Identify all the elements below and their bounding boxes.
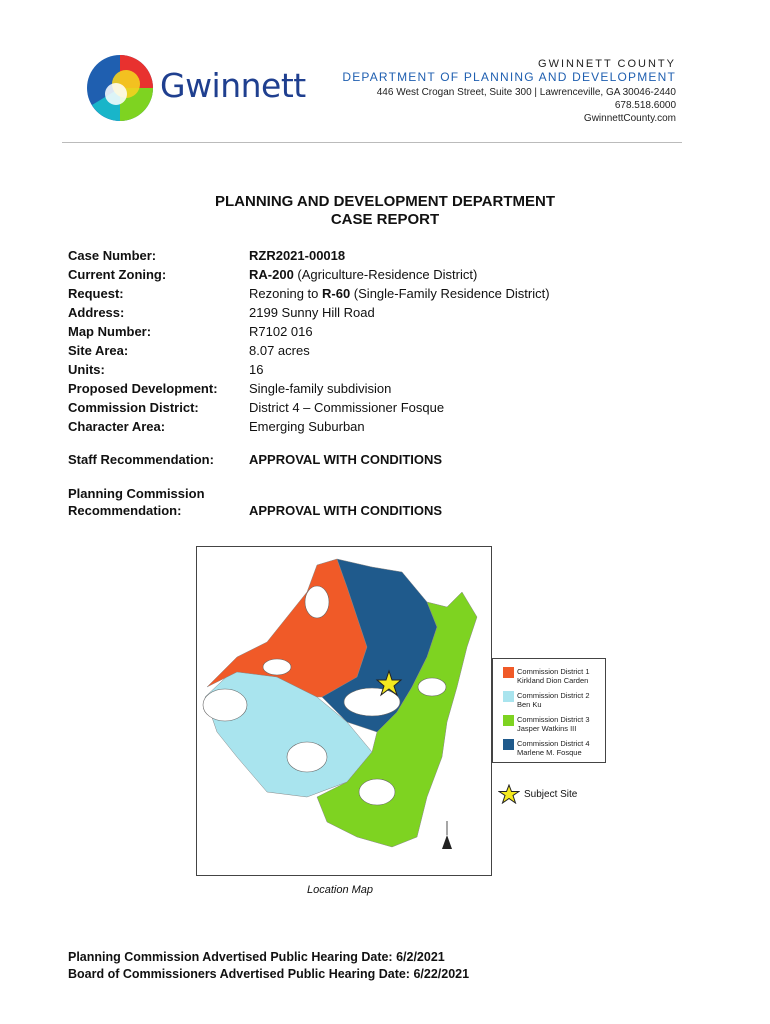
report-title-line2: CASE REPORT xyxy=(330,211,440,228)
field-label: Current Zoning: xyxy=(68,267,167,282)
field-value: 8.07 acres xyxy=(249,343,310,358)
field-value xyxy=(249,265,477,284)
legend-swatch xyxy=(503,691,514,702)
request-prefix: Rezoning to xyxy=(249,286,322,301)
field-row xyxy=(68,379,550,398)
legend-name: Jasper Watkins III xyxy=(517,724,577,733)
department-name: DEPARTMENT OF PLANNING AND DEVELOPMENT xyxy=(342,70,676,84)
legend-name: Ben Ku xyxy=(517,700,542,709)
legend-name: Marlene M. Fosque xyxy=(517,748,582,757)
field-row xyxy=(68,246,550,265)
county-name: GWINNETT COUNTY xyxy=(538,58,676,70)
field-row xyxy=(68,398,550,417)
field-value: RZR2021-00018 xyxy=(249,248,346,263)
legend-item xyxy=(503,715,590,733)
subject-site-label: Subject Site xyxy=(524,788,578,800)
field-value: 16 xyxy=(249,362,264,377)
department-header xyxy=(342,58,676,125)
field-label: Proposed Development: xyxy=(68,381,218,396)
field-label: Address: xyxy=(68,305,125,320)
report-title-line1: PLANNING AND DEVELOPMENT DEPARTMENT xyxy=(214,193,555,210)
field-row xyxy=(68,303,550,322)
request-description: (Single-Family Residence District) xyxy=(350,286,550,301)
field-row xyxy=(68,284,550,303)
field-value: Emerging Suburban xyxy=(249,419,365,434)
request-code: R-60 xyxy=(322,286,351,301)
field-label: Map Number: xyxy=(68,324,152,339)
field-value: R7102 016 xyxy=(249,324,313,339)
subject-site-legend xyxy=(498,784,577,804)
boc-hearing-date: Board of Commissioners Advertised Public Hearing Date: 6/22/2021 xyxy=(68,967,470,981)
planning-label-line2: Recommendation: xyxy=(68,503,182,518)
planning-recommendation-value: APPROVAL WITH CONDITIONS xyxy=(249,503,443,518)
legend-item xyxy=(503,691,590,709)
field-value: 2199 Sunny Hill Road xyxy=(249,305,375,320)
legend-name: Kirkland Dion Carden xyxy=(517,676,589,685)
star-icon xyxy=(498,784,520,804)
zoning-description: (Agriculture-Residence District) xyxy=(293,267,478,282)
field-label: Character Area: xyxy=(68,419,166,434)
pc-hearing-date: Planning Commission Advertised Public Hearing Date: 6/2/2021 xyxy=(68,950,445,964)
logo-wordmark: Gwinnett xyxy=(160,66,306,105)
field-value xyxy=(249,284,550,303)
field-value: Single-family subdivision xyxy=(249,381,392,396)
map-legend xyxy=(492,658,606,763)
field-label: Case Number: xyxy=(68,248,157,263)
header-divider xyxy=(62,142,682,143)
field-row xyxy=(68,265,550,284)
department-phone: 678.518.6000 xyxy=(614,100,676,111)
legend-swatch xyxy=(503,667,514,678)
legend-swatch xyxy=(503,739,514,750)
case-fields xyxy=(68,246,550,436)
field-row xyxy=(68,341,550,360)
legend-label: Commission District 3 xyxy=(517,715,590,724)
department-address: 446 West Crogan Street, Suite 300 | Lawrenceville, GA 30046-2440 xyxy=(376,87,676,98)
staff-recommendation-label: Staff Recommendation: xyxy=(68,452,214,467)
legend-item xyxy=(503,739,590,757)
staff-recommendation xyxy=(68,452,442,467)
field-label: Commission District: xyxy=(68,400,199,415)
planning-recommendation-label xyxy=(68,485,249,519)
field-label: Request: xyxy=(68,286,124,301)
planning-recommendation xyxy=(68,485,442,519)
field-label: Site Area: xyxy=(68,343,129,358)
legend-label: Commission District 2 xyxy=(517,691,590,700)
location-map xyxy=(196,546,492,876)
legend-swatch xyxy=(503,715,514,726)
field-label: Units: xyxy=(68,362,105,377)
department-website: GwinnettCounty.com xyxy=(583,113,676,124)
legend-item xyxy=(503,667,590,685)
map-caption: Location Map xyxy=(306,884,374,896)
planning-label-line1: Planning Commission xyxy=(68,486,205,501)
field-row xyxy=(68,322,550,341)
legend-label: Commission District 4 xyxy=(517,739,590,748)
field-row xyxy=(68,360,550,379)
legend-label: Commission District 1 xyxy=(517,667,590,676)
zoning-code: RA-200 xyxy=(249,267,294,282)
staff-recommendation-value: APPROVAL WITH CONDITIONS xyxy=(249,452,443,467)
field-value: District 4 – Commissioner Fosque xyxy=(249,400,445,415)
district-map-graphic xyxy=(197,547,491,875)
field-row xyxy=(68,417,550,436)
